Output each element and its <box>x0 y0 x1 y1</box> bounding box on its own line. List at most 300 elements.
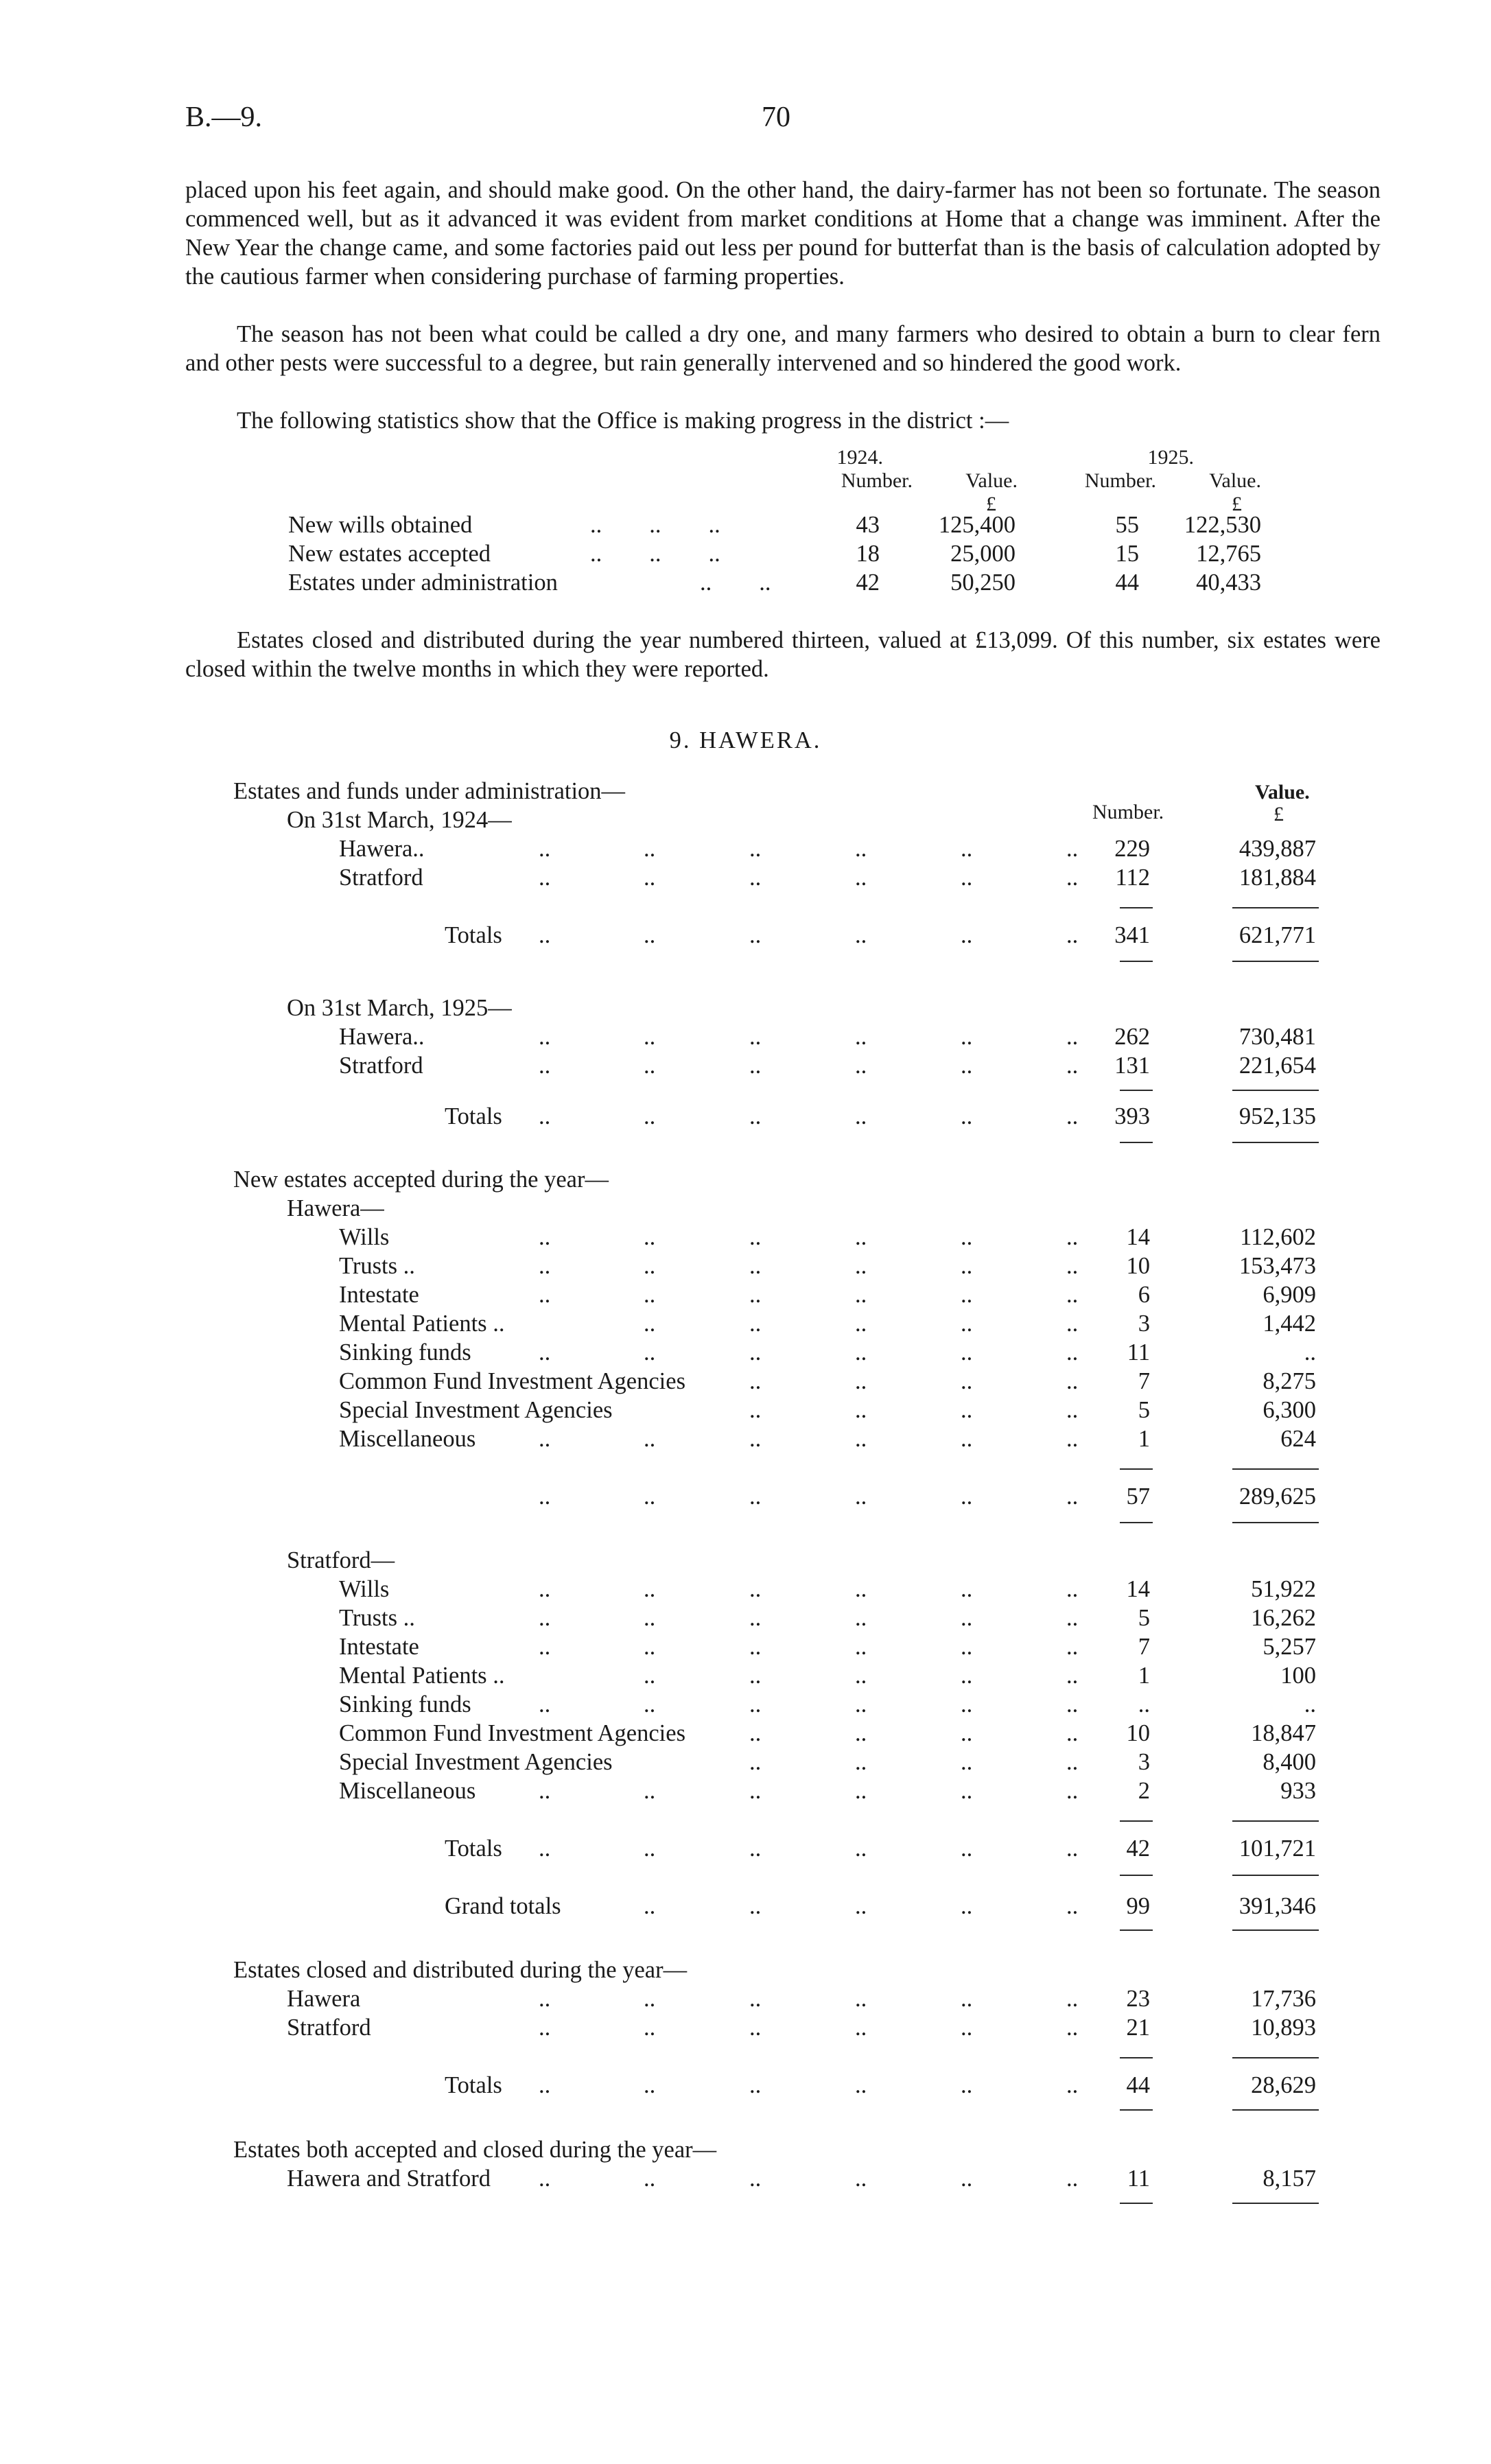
leader-dots: .. <box>749 1720 762 1746</box>
leader-dots: .. <box>539 1024 551 1050</box>
leader-dots: .. .. <box>700 570 771 596</box>
number-cell: 6 <box>1138 1282 1150 1308</box>
table-line-label: Hawera.. <box>339 836 425 862</box>
leader-dots: .. <box>539 2015 551 2041</box>
total-rule <box>1232 2203 1319 2204</box>
leader-dots: .. <box>539 1339 551 1365</box>
number-cell: 7 <box>1138 1368 1150 1394</box>
leader-dots: .. <box>1066 1778 1079 1804</box>
table-line-label: Common Fund Investment Agencies <box>339 1720 686 1746</box>
leader-dots: .. <box>961 1483 973 1510</box>
number-cell: 21 <box>1126 2015 1150 2041</box>
table-line-label: Special Investment Agencies <box>339 1397 613 1423</box>
number-cell: 229 <box>1114 836 1150 862</box>
leader-dots: .. <box>539 1778 551 1804</box>
leader-dots: .. <box>644 1778 656 1804</box>
leader-dots: .. <box>749 1311 762 1337</box>
value-cell: 391,346 <box>1238 1893 1316 1919</box>
office-statistics-table <box>288 445 1317 602</box>
leader-dots: .. <box>749 836 762 862</box>
leader-dots: .. <box>749 1103 762 1129</box>
leader-dots: .. <box>644 1893 656 1919</box>
statistics-row-label: Estates under administration <box>288 570 558 596</box>
value-cell: 439,887 <box>1238 836 1316 862</box>
value-cell: 221,654 <box>1238 1053 1316 1079</box>
number-cell: 1 <box>1138 1663 1150 1689</box>
leader-dots: .. <box>1066 1311 1079 1337</box>
number-1924-header: Number. <box>841 469 913 492</box>
page-number: 70 <box>762 102 790 133</box>
leader-dots: .. <box>749 1024 762 1050</box>
leader-dots: .. <box>1066 1339 1079 1365</box>
table-line-label: Stratford <box>339 1053 423 1079</box>
leader-dots: .. <box>644 1663 656 1689</box>
total-rule <box>1120 1875 1153 1876</box>
statistics-cell-v1925: 12,765 <box>1196 541 1261 567</box>
total-rule <box>1120 907 1153 908</box>
table-line-label: Totals <box>445 922 502 948</box>
table-line-label: On 31st March, 1925— <box>287 995 512 1021</box>
leader-dots: .. <box>644 1835 656 1862</box>
leader-dots: .. <box>961 1986 973 2012</box>
total-rule <box>1120 961 1153 962</box>
total-rule <box>1120 2057 1153 2058</box>
value-1924-header: Value. <box>965 469 1018 492</box>
leader-dots: .. <box>1066 1224 1079 1250</box>
section-title: 9. HAWERA. <box>669 727 822 753</box>
leader-dots: .. <box>961 1339 973 1365</box>
leader-dots: .. <box>1066 1483 1079 1510</box>
table-line-label: Hawera.. <box>339 1024 425 1050</box>
table-line-label: Stratford <box>339 865 423 891</box>
leader-dots: .. <box>749 1576 762 1602</box>
leader-dots: .. <box>1066 1634 1079 1660</box>
number-cell: 10 <box>1126 1720 1150 1746</box>
number-cell: 1 <box>1138 1426 1150 1452</box>
value-cell: 10,893 <box>1251 2015 1316 2041</box>
leader-dots: .. <box>749 1663 762 1689</box>
leader-dots: .. <box>855 2072 867 2098</box>
statistics-cell-n1925: 55 <box>1115 512 1139 538</box>
leader-dots: .. <box>1066 1426 1079 1452</box>
leader-dots: .. <box>1066 2072 1079 2098</box>
total-rule <box>1120 1468 1153 1470</box>
leader-dots: .. <box>961 1426 973 1452</box>
number-cell: 262 <box>1114 1024 1150 1050</box>
statistics-row <box>288 511 1317 539</box>
total-rule <box>1120 2109 1153 2111</box>
leader-dots: .. <box>855 836 867 862</box>
value-cell: 5,257 <box>1263 1634 1316 1660</box>
leader-dots: .. <box>749 2072 762 2098</box>
currency-1925: £ <box>1232 493 1242 515</box>
leader-dots: .. <box>1066 1053 1079 1079</box>
value-cell: 18,847 <box>1251 1720 1316 1746</box>
leader-dots: .. <box>749 1426 762 1452</box>
leader-dots: .. <box>644 1053 656 1079</box>
number-column-header: Number. <box>1092 801 1164 823</box>
number-cell: 5 <box>1138 1397 1150 1423</box>
total-rule <box>1120 1090 1153 1091</box>
total-rule <box>1120 1142 1153 1143</box>
value-cell: .. <box>1304 1691 1316 1717</box>
leader-dots: .. <box>644 1986 656 2012</box>
leader-dots: .. <box>1066 865 1079 891</box>
table-line-label: Hawera <box>287 1986 361 2012</box>
table-line-label: Stratford— <box>287 1547 395 1573</box>
leader-dots: .. <box>961 1634 973 1660</box>
leader-dots: .. <box>855 1311 867 1337</box>
leader-dots: .. <box>855 1339 867 1365</box>
table-line-label: Trusts .. <box>339 1605 415 1631</box>
number-cell: 341 <box>1114 922 1150 948</box>
leader-dots: .. <box>855 1576 867 1602</box>
leader-dots: .. <box>749 2166 762 2192</box>
number-cell: 99 <box>1126 1893 1150 1919</box>
leader-dots: .. <box>1066 1368 1079 1394</box>
leader-dots: .. <box>1066 2166 1079 2192</box>
leader-dots: .. .. .. <box>590 541 720 567</box>
leader-dots: .. <box>1066 1253 1079 1279</box>
value-cell: 28,629 <box>1251 2072 1316 2098</box>
leader-dots: .. <box>1066 1691 1079 1717</box>
leader-dots: .. <box>1066 1282 1079 1308</box>
number-cell: 3 <box>1138 1311 1150 1337</box>
leader-dots: .. <box>749 1691 762 1717</box>
leader-dots: .. <box>961 1024 973 1050</box>
leader-dots: .. <box>1066 1605 1079 1631</box>
leader-dots: .. <box>855 1749 867 1775</box>
leader-dots: .. <box>749 1835 762 1862</box>
leader-dots: .. <box>961 1691 973 1717</box>
leader-dots: .. <box>961 1368 973 1394</box>
leader-dots: .. <box>749 1778 762 1804</box>
leader-dots: .. <box>539 1483 551 1510</box>
leader-dots: .. <box>855 1778 867 1804</box>
leader-dots: .. <box>539 1576 551 1602</box>
leader-dots: .. <box>855 1691 867 1717</box>
leader-dots: .. <box>961 1749 973 1775</box>
leader-dots: .. <box>961 1397 973 1423</box>
leader-dots: .. <box>749 922 762 948</box>
value-cell: 621,771 <box>1238 922 1316 948</box>
statistics-row-label: New estates accepted <box>288 541 491 567</box>
leader-dots: .. <box>1066 1893 1079 1919</box>
number-cell: 2 <box>1138 1778 1150 1804</box>
value-cell: 624 <box>1280 1426 1316 1452</box>
value-cell: 6,300 <box>1263 1397 1316 1423</box>
statistics-cell-v1924: 125,400 <box>938 512 1015 538</box>
number-cell: 5 <box>1138 1605 1150 1631</box>
leader-dots: .. <box>961 1311 973 1337</box>
leader-dots: .. <box>855 1053 867 1079</box>
leader-dots: .. <box>749 1893 762 1919</box>
value-cell: 101,721 <box>1238 1835 1316 1862</box>
leader-dots: .. <box>1066 1986 1079 2012</box>
leader-dots: .. <box>961 836 973 862</box>
statistics-cell-v1925: 122,530 <box>1184 512 1261 538</box>
table-line-label: Mental Patients .. <box>339 1663 505 1689</box>
table-line-label: Estates and funds under administration— <box>233 778 626 804</box>
leader-dots: .. <box>749 1605 762 1631</box>
leader-dots: .. <box>855 865 867 891</box>
value-1925-header: Value. <box>1209 469 1261 492</box>
leader-dots: .. <box>539 865 551 891</box>
leader-dots: .. <box>539 2166 551 2192</box>
leader-dots: .. <box>855 1024 867 1050</box>
table-line-label: Sinking funds <box>339 1691 471 1717</box>
table-line-label: Estates closed and distributed during the year— <box>233 1957 688 1983</box>
value-cell: 181,884 <box>1238 865 1316 891</box>
total-rule <box>1232 1875 1319 1876</box>
leader-dots: .. <box>855 1720 867 1746</box>
leader-dots: .. <box>749 865 762 891</box>
leader-dots: .. <box>1066 1835 1079 1862</box>
leader-dots: .. <box>539 1634 551 1660</box>
leader-dots: .. <box>961 1605 973 1631</box>
leader-dots: .. <box>644 1483 656 1510</box>
total-rule <box>1232 2109 1319 2111</box>
leader-dots: .. <box>961 1103 973 1129</box>
leader-dots: .. <box>855 1483 867 1510</box>
leader-dots: .. <box>1066 1663 1079 1689</box>
leader-dots: .. <box>855 1634 867 1660</box>
leader-dots: .. <box>644 1426 656 1452</box>
value-cell: .. <box>1304 1339 1316 1365</box>
leader-dots: .. <box>644 922 656 948</box>
value-cell: 933 <box>1280 1778 1316 1804</box>
leader-dots: .. <box>539 1986 551 2012</box>
leader-dots: .. <box>644 1253 656 1279</box>
year-1924-header: 1924. <box>836 446 883 469</box>
leader-dots: .. <box>855 1224 867 1250</box>
leader-dots: .. <box>749 1282 762 1308</box>
leader-dots: .. <box>855 2166 867 2192</box>
leader-dots: .. <box>539 1282 551 1308</box>
leader-dots: .. <box>749 1053 762 1079</box>
table-line-label: Grand totals <box>445 1893 561 1919</box>
value-cell: 730,481 <box>1238 1024 1316 1050</box>
leader-dots: .. <box>644 1339 656 1365</box>
total-rule <box>1232 1142 1319 1143</box>
leader-dots: .. <box>644 865 656 891</box>
leader-dots: .. <box>961 922 973 948</box>
statistics-cell-n1925: 15 <box>1115 541 1139 567</box>
leader-dots: .. <box>539 1605 551 1631</box>
paragraph-closed-estates: Estates closed and distributed during the year numbered thirteen, valued at £13,099. Of this number, six estates were closed within the twelve months in which they were reported. <box>185 627 1381 682</box>
table-line-label: Special Investment Agencies <box>339 1749 613 1775</box>
leader-dots: .. <box>961 1576 973 1602</box>
number-cell: 44 <box>1126 2072 1150 2098</box>
value-column-header: Value. <box>1255 781 1310 803</box>
number-cell: .. <box>1138 1691 1150 1717</box>
number-cell: 23 <box>1126 1986 1150 2012</box>
leader-dots: .. <box>961 1893 973 1919</box>
leader-dots: .. <box>855 1986 867 2012</box>
leader-dots: .. <box>1066 1720 1079 1746</box>
leader-dots: .. <box>1066 1576 1079 1602</box>
leader-dots: .. <box>644 836 656 862</box>
leader-dots: .. <box>749 1339 762 1365</box>
number-cell: 131 <box>1114 1053 1150 1079</box>
leader-dots: .. <box>855 922 867 948</box>
number-cell: 42 <box>1126 1835 1150 1862</box>
leader-dots: .. <box>855 1893 867 1919</box>
leader-dots: .. <box>644 1103 656 1129</box>
value-cell: 8,157 <box>1263 2166 1316 2192</box>
leader-dots: .. <box>1066 1024 1079 1050</box>
table-line-label: Intestate <box>339 1634 419 1660</box>
statistics-cell-v1925: 40,433 <box>1196 570 1261 596</box>
total-rule <box>1232 907 1319 908</box>
value-cell: 16,262 <box>1251 1605 1316 1631</box>
number-cell: 14 <box>1126 1576 1150 1602</box>
number-cell: 393 <box>1114 1103 1150 1129</box>
number-cell: 11 <box>1127 1339 1150 1365</box>
leader-dots: .. <box>749 1634 762 1660</box>
value-cell: 112,602 <box>1240 1224 1316 1250</box>
leader-dots: .. <box>749 1368 762 1394</box>
leader-dots: .. <box>539 1835 551 1862</box>
leader-dots: .. <box>961 1778 973 1804</box>
table-line-label: Miscellaneous <box>339 1426 476 1452</box>
leader-dots: .. <box>961 2166 973 2192</box>
leader-dots: .. <box>539 1053 551 1079</box>
leader-dots: .. <box>539 2072 551 2098</box>
leader-dots: .. .. .. <box>590 512 720 538</box>
statistics-cell-n1924: 18 <box>856 541 880 567</box>
leader-dots: .. <box>644 1691 656 1717</box>
statistics-cell-n1924: 42 <box>856 570 880 596</box>
table-line-label: Totals <box>445 1103 502 1129</box>
value-currency: £ <box>1273 803 1284 825</box>
total-rule <box>1120 1820 1153 1822</box>
leader-dots: .. <box>961 1663 973 1689</box>
table-line-label: Intestate <box>339 1282 419 1308</box>
leader-dots: .. <box>1066 2015 1079 2041</box>
leader-dots: .. <box>961 1224 973 1250</box>
total-rule <box>1120 1929 1153 1931</box>
table-line-label: Hawera— <box>287 1195 384 1221</box>
leader-dots: .. <box>749 1224 762 1250</box>
leader-dots: .. <box>539 1426 551 1452</box>
paragraph-season: The season has not been what could be called a dry one, and many farmers who desired to obtain a burn to clear fern and other pests were successful to a degree, but rain generally intervened and so hindered the good work. <box>185 321 1381 376</box>
table-line-label: Wills <box>339 1576 390 1602</box>
table-line-label: Trusts .. <box>339 1253 415 1279</box>
leader-dots: .. <box>855 1835 867 1862</box>
leader-dots: .. <box>539 1691 551 1717</box>
value-cell: 8,400 <box>1263 1749 1316 1775</box>
number-cell: 3 <box>1138 1749 1150 1775</box>
value-cell: 17,736 <box>1251 1986 1316 2012</box>
leader-dots: .. <box>644 1634 656 1660</box>
value-cell: 1,442 <box>1263 1311 1316 1337</box>
leader-dots: .. <box>749 1986 762 2012</box>
total-rule <box>1232 1929 1319 1931</box>
leader-dots: .. <box>961 2015 973 2041</box>
leader-dots: .. <box>749 1397 762 1423</box>
year-1925-header: 1925. <box>1147 446 1194 469</box>
total-rule <box>1232 1090 1319 1091</box>
value-cell: 153,473 <box>1238 1253 1316 1279</box>
number-cell: 112 <box>1115 865 1150 891</box>
table-line-label: New estates accepted during the year— <box>233 1166 609 1193</box>
leader-dots: .. <box>539 922 551 948</box>
statistics-row-label: New wills obtained <box>288 512 473 538</box>
number-cell: 11 <box>1127 2166 1150 2192</box>
table-line-label: Stratford <box>287 2015 371 2041</box>
leader-dots: .. <box>855 1426 867 1452</box>
value-cell: 8,275 <box>1263 1368 1316 1394</box>
table-line-label: On 31st March, 1924— <box>287 807 512 833</box>
statistics-row <box>288 568 1317 597</box>
leader-dots: .. <box>961 1720 973 1746</box>
table-line-label: Totals <box>445 2072 502 2098</box>
table-line-label: Mental Patients .. <box>339 1311 505 1337</box>
leader-dots: .. <box>539 836 551 862</box>
leader-dots: .. <box>961 1835 973 1862</box>
number-cell: 57 <box>1126 1483 1150 1510</box>
value-cell: 6,909 <box>1263 1282 1316 1308</box>
leader-dots: .. <box>855 1368 867 1394</box>
report-reference: B.—9. <box>185 102 263 133</box>
table-line-label: Estates both accepted and closed during the year— <box>233 2137 717 2163</box>
leader-dots: .. <box>644 1282 656 1308</box>
statistics-row <box>288 539 1317 568</box>
leader-dots: .. <box>644 2015 656 2041</box>
leader-dots: .. <box>644 1311 656 1337</box>
leader-dots: .. <box>539 1253 551 1279</box>
table-line-label: Totals <box>445 1835 502 1862</box>
leader-dots: .. <box>1066 1397 1079 1423</box>
leader-dots: .. <box>855 1397 867 1423</box>
leader-dots: .. <box>539 1224 551 1250</box>
leader-dots: .. <box>855 1253 867 1279</box>
statistics-cell-n1924: 43 <box>856 512 880 538</box>
value-cell: 51,922 <box>1251 1576 1316 1602</box>
leader-dots: .. <box>1066 1103 1079 1129</box>
value-cell: 289,625 <box>1238 1483 1316 1510</box>
table-line-label: Common Fund Investment Agencies <box>339 1368 686 1394</box>
leader-dots: .. <box>855 1103 867 1129</box>
leader-dots: .. <box>644 1224 656 1250</box>
total-rule <box>1232 2057 1319 2058</box>
total-rule <box>1120 2203 1153 2204</box>
leader-dots: .. <box>1066 922 1079 948</box>
leader-dots: .. <box>644 2072 656 2098</box>
leader-dots: .. <box>961 1282 973 1308</box>
total-rule <box>1232 1468 1319 1470</box>
table-line-label: Sinking funds <box>339 1339 471 1365</box>
leader-dots: .. <box>1066 836 1079 862</box>
table-line-label: Wills <box>339 1224 390 1250</box>
statistics-cell-n1925: 44 <box>1115 570 1139 596</box>
number-cell: 14 <box>1126 1224 1150 1250</box>
total-rule <box>1232 1820 1319 1822</box>
paragraph-dairy: placed upon his feet again, and should make good. On the other hand, the dairy-farmer has not been so fortunate. The season commenced well, but as it advanced it was evident from market conditions at Home that a change was imminent. After the New Year the change came, and some factories paid out less per pound for butterfat than is the basis of calculation adopted by the cautious farmer when considering purchase of farming properties. <box>185 177 1381 290</box>
total-rule <box>1120 1522 1153 1523</box>
statistics-cell-v1924: 50,250 <box>950 570 1015 596</box>
paragraph-statistics-intro: The following statistics show that the Office is making progress in the district :— <box>237 408 1009 434</box>
leader-dots: .. <box>749 2015 762 2041</box>
number-cell: 10 <box>1126 1253 1150 1279</box>
leader-dots: .. <box>855 1663 867 1689</box>
leader-dots: .. <box>961 2072 973 2098</box>
leader-dots: .. <box>644 1605 656 1631</box>
leader-dots: .. <box>539 1103 551 1129</box>
currency-1924: £ <box>986 493 996 515</box>
total-rule <box>1232 961 1319 962</box>
